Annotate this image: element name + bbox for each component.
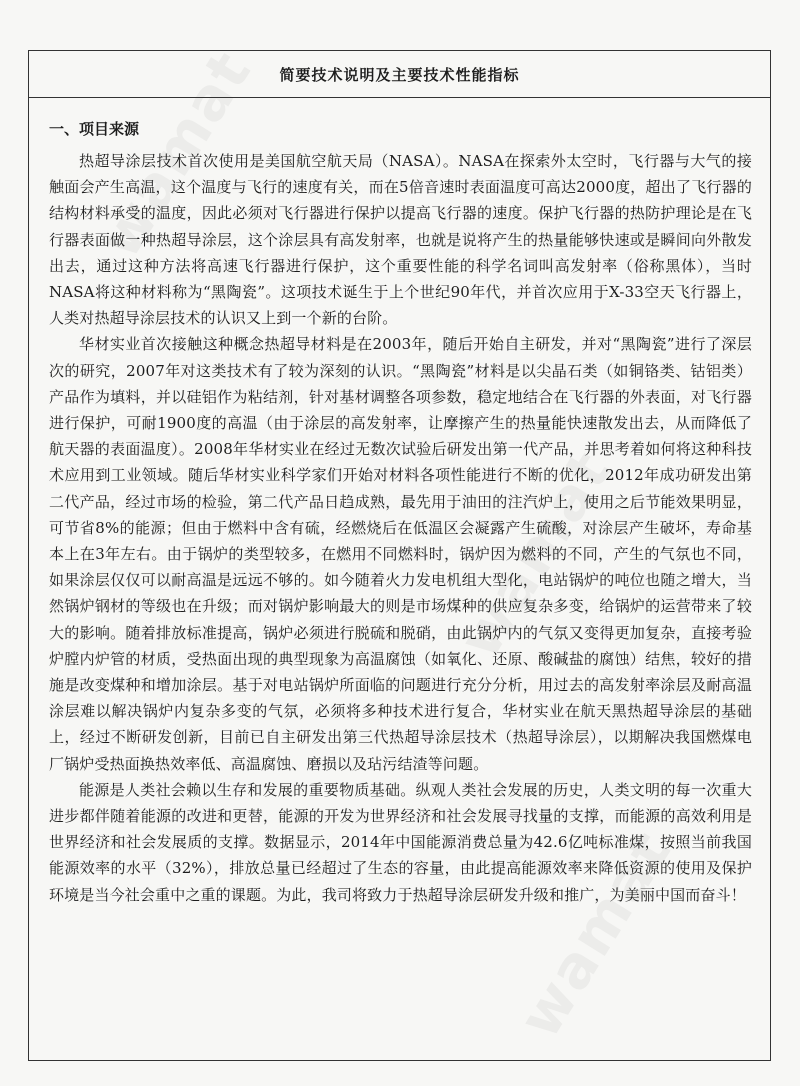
document-frame: [28, 50, 771, 1061]
paragraph-nasa-origin: 热超导涂层技术首次使用是美国航空航天局（NASA）。NASA在探索外太空时，飞行器与大气的接触面会产生高温，这个温度与飞行的速度有关，而在5倍音速时表面温度可高达2000度，超出了飞行器的结构材料承受的温度，因此必须对飞行器进行保护以提高飞行器的速度。保护飞行器的热防护理论是在飞行器表面做一种热超导涂层，这个涂层具有高发射率，也就是说将产生的热量能够快速或是瞬间向外散发出去，通过这种方法将高速飞行器进行保护，这个重要性能的科学名词叫高发射率（俗称黑体），当时NASA将这种材料称为“黑陶瓷”。这项技术诞生于上个世纪90年代，并首次应用于X-33空天飞行器上，人类对热超导涂层技术的认识又上到一个新的台阶。: [49, 152, 752, 328]
title-row: [29, 51, 770, 98]
document-title: 简要技术说明及主要技术性能指标: [279, 65, 520, 84]
paragraph-huacai-development: 华材实业首次接触这种概念热超导材料是在2003年，随后开始自主研发，并对“黑陶瓷”进行了深层次的研究，2007年对这类技术有了较为深刻的认识。“黑陶瓷”材料是以尖晶石类（如铜铬类、钴铝类）产品作为填料，并以硅铝作为粘结剂，针对基材调整各项参数，稳定地结合在飞行器的外表面，对飞行器进行保护，可耐1900度的高温（由于涂层的高发射率，让摩擦产生的热量能快速散发出去，从而降低了航天器的表面温度）。2008年华材实业在经过无数次试验后研发出第一代产品，并思考着如何将这种科技术应用到工业领域。随后华材实业科学家们开始对材料各项性能进行不断的优化，2012年成功研发出第二代产品，经过市场的检验，第二代产品日趋成熟，最先用于油田的注汽炉上，使用之后节能效果明显，可节省8%的能源；但由于燃料中含有硫，经燃烧后在低温区会凝露产生硫酸，对涂层产生破坏，寿命基本上在3年左右。由于锅炉的类型较多，在燃用不同燃料时，锅炉因为燃料的不同，产生的气氛也不同，如果涂层仅仅可以耐高温是远远不够的。如今随着火力发电机组大型化，电站锅炉的吨位也随之增大，当然锅炉钢材的等级也在升级；而对锅炉影响最大的则是市场煤种的供应复杂多变，给锅炉的运营带来了较大的影响。随着排放标准提高，锅炉必须进行脱硫和脱硝，由此锅炉内的气氛又变得更加复杂，直接考验炉膛内炉管的材质，受热面出现的典型现象为高温腐蚀（如氧化、还原、酸碱盐的腐蚀）结焦，较好的措施是改变煤种和增加涂层。基于对电站锅炉所面临的问题进行充分分析，用过去的高发射率涂层及耐高温涂层难以解决锅炉内复杂多变的气氛，必须将多种技术进行复合，华材实业在航天黑热超导涂层的基础上，经过不断研发创新，目前已自主研发出第三代热超导涂层技术（热超导涂层），以期解决我国燃煤电厂锅炉受热面换热效率低、高温腐蚀、磨损以及玷污结渣等问题。: [49, 335, 752, 773]
document-body: [29, 98, 770, 908]
paragraph-energy-significance: 能源是人类社会赖以生存和发展的重要物质基础。纵观人类社会发展的历史，人类文明的每一次重大进步都伴随着能源的改进和更替，能源的开发为世界经济和社会发展寻找量的支撑，而能源的高效利用是世界经济和社会发展质的支撑。数据显示，2014年中国能源消费总量为42.6亿吨标准煤，按照当前我国能源效率的水平（32%），排放总量已经超过了生态的容量，由此提高能源效率来降低资源的使用及保护环境是当今社会重中之重的课题。为此，我司将致力于热超导涂层研发升级和推广，为美丽中国而奋斗！: [49, 780, 752, 904]
section-heading: 一、项目来源: [49, 120, 140, 138]
